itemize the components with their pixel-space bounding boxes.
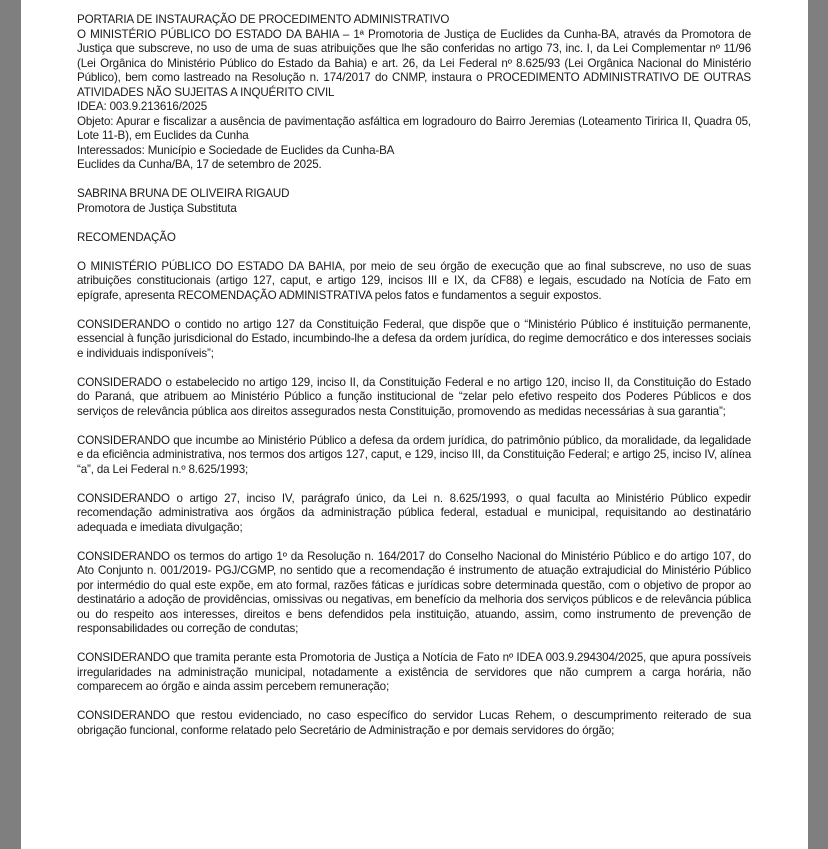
objeto: Objeto: Apurar e fiscalizar a ausência de pavimentação asfáltica em logradouro do Bairro Jeremias (Loteamento Tiririca II, Quadra 05, Lote 11-B), em Euclides da Cunha [77, 114, 751, 142]
recomendacao-heading: RECOMENDAÇÃO [77, 230, 176, 244]
considerando-paragraph: CONSIDERANDO o artigo 27, inciso IV, parágrafo único, da Lei n. 8.625/1993, o qual faculta ao Ministério Público expedir recomendação administrativa aos órgãos da administração pública federal, estadual e municipal, requisitando ao destinatário adequada e imediata divulgação; [77, 491, 751, 534]
signature-role: Promotora de Justiça Substituta [77, 201, 237, 215]
idea-number: IDEA: 003.9.213616/2025 [77, 100, 207, 113]
considerando-paragraph: CONSIDERANDO o contido no artigo 127 da Constituição Federal, que dispõe que o “Ministério Público é instituição permanente, essencial à função jurisdicional do Estado, incumbindo-lhe a defesa da ordem jurídica, do regime democrático e dos interesses sociais e individuais indisponíveis”; [77, 317, 751, 360]
considerando-paragraph: CONSIDERANDO que tramita perante esta Promotoria de Justiça a Notícia de Fato nº IDEA 003.9.294304/2025, que apura possíveis irregularidades na administração municipal, notadamente a existência de servidores que não cumprem a carga horária, não comparecem ao órgão e ainda assim percebem remuneração; [77, 651, 751, 693]
recomendacao-intro: O MINISTÉRIO PÚBLICO DO ESTADO DA BAHIA, por meio de seu órgão de execução que ao final subscreve, no uso de suas atribuições constitucionais (artigo 127, caput, e artigo 129, incisos III e IX, da CF88) e legais, escudado na Notícia de Fato em epígrafe, apresenta RECOMENDAÇÃO ADMINISTRATIVA pelos fatos e fundamentos a seguir expostos. [77, 259, 751, 302]
local-data: Euclides da Cunha/BA, 17 de setembro de 2025. [77, 158, 322, 171]
considerando-paragraph: CONSIDERANDO que restou evidenciado, no caso específico do servidor Lucas Rehem, o descumprimento reiterado de sua obrigação funcional, conforme relatado pelo Secretário de Administração e por demais servidores do órgão; [77, 709, 751, 737]
considerando-paragraph: CONSIDERANDO que incumbe ao Ministério Público a defesa da ordem jurídica, do patrimônio público, da moralidade, da legalidade e da eficiência administrativa, nos termos dos artigos 127, caput, e 129, inciso III, da Constituição Federal; e artigo 25, inciso IV, alínea “a”, da Lei Federal n.º 8.625/1993; [77, 433, 751, 476]
document-page [21, 0, 808, 849]
portaria-title: PORTARIA DE INSTAURAÇÃO DE PROCEDIMENTO ADMINISTRATIVO [77, 13, 450, 26]
document-content [77, 13, 751, 738]
interessados: Interessados: Município e Sociedade de Euclides da Cunha-BA [77, 143, 395, 157]
considerando-paragraph: CONSIDERANDO os termos do artigo 1º da Resolução n. 164/2017 do Conselho Nacional do Ministério Público e do artigo 107, do Ato Conjunto n. 001/2019- PGJ/CGMP, no sentido que a recomendação é instrumento de atuação extrajudicial do Ministério Público por intermédio do qual este expõe, em ato formal, razões fáticas e jurídicas sobre determinada questão, com o objetivo de propor ao destinatário a adoção de providências, omissivas ou negativas, em benefício da melhoria dos serviços públicos e de relevância pública ou do respeito aos interesses, direitos e bens defendidos pela instituição, atuando, assim, como instrumento de prevenção de responsabilidades ou correção de condutas; [77, 549, 751, 635]
considerando-paragraph: CONSIDERADO o estabelecido no artigo 129, inciso II, da Constituição Federal e no artigo 120, inciso II, da Constituição do Estado do Paraná, que atribuem ao Ministério Público a função institucional de “zelar pelo efetivo respeito dos Poderes Públicos e dos serviços de relevância pública aos direitos assegurados nesta Constituição, promovendo as medidas necessárias à sua garantia”; [77, 375, 751, 418]
portaria-body: O MINISTÉRIO PÚBLICO DO ESTADO DA BAHIA – 1ª Promotoria de Justiça de Euclides da Cunha-BA, através da Promotora de Justiça que subscreve, no uso de uma de suas atribuições que lhe são conferidas no artigo 73, inc. I, da Lei Complementar nº 11/96 (Lei Orgânica do Ministério Público do Estado da Bahia) e art. 26, da Lei Federal nº 8.625/93 (Lei Orgânica Nacional do Ministério Público), bem como lastreado na Resolução n. 174/2017 do CNMP, instaura o PROCEDIMENTO ADMINISTRATIVO DE OUTRAS ATIVIDADES NÃO SUJEITAS A INQUÉRITO CIVIL [77, 27, 751, 99]
signature-name: SABRINA BRUNA DE OLIVEIRA RIGAUD [77, 187, 290, 200]
